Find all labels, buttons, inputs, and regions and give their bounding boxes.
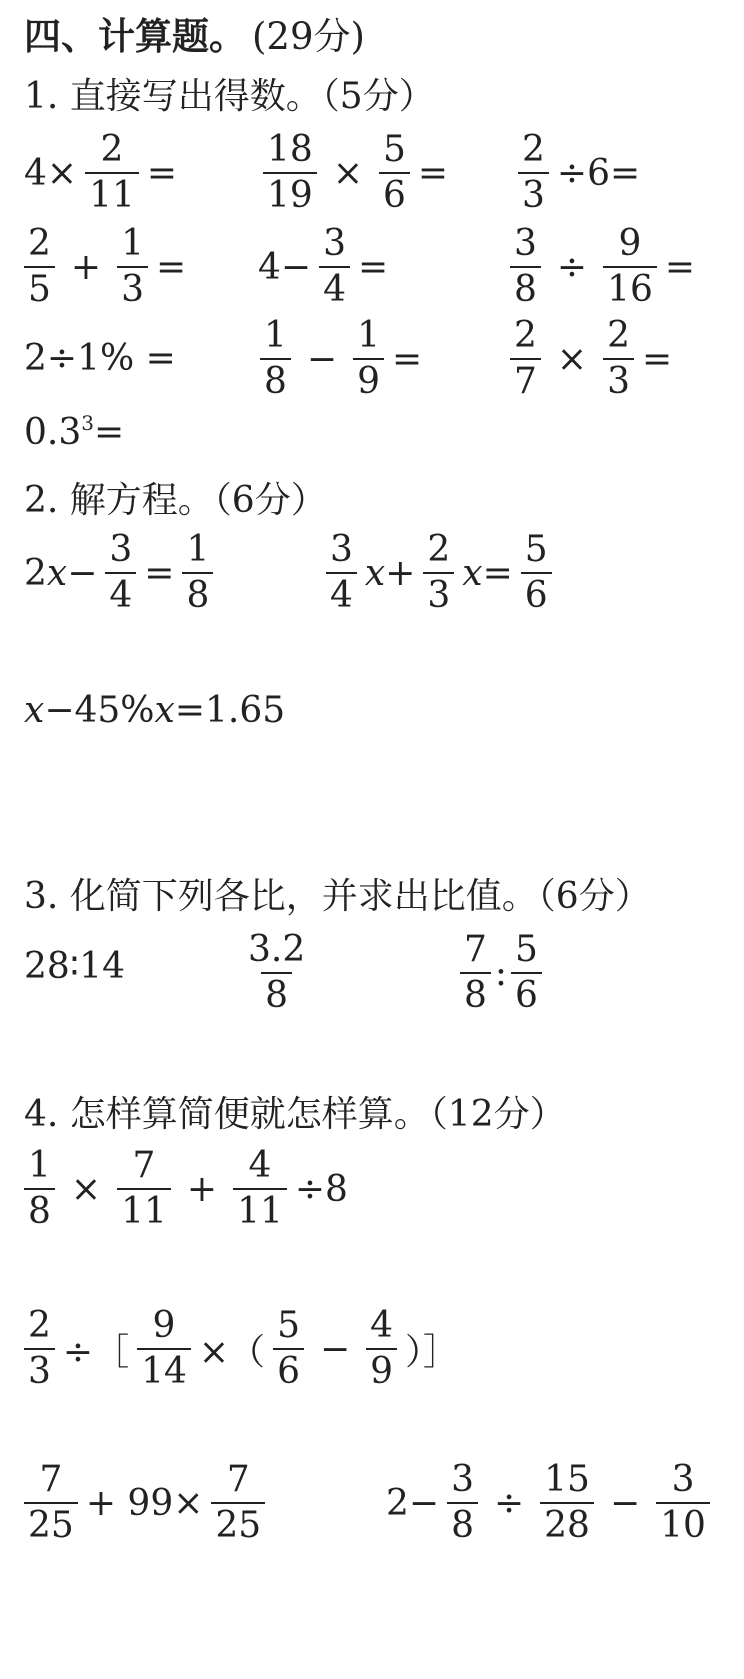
equals: = bbox=[391, 338, 423, 380]
numerator: 1 bbox=[264, 315, 287, 356]
power-base: 0.3 bbox=[24, 412, 82, 453]
numerator: 15 bbox=[544, 1459, 590, 1500]
fraction bbox=[521, 529, 552, 616]
denominator: 6 bbox=[273, 1348, 304, 1390]
colon: : bbox=[494, 952, 508, 994]
operator: − bbox=[319, 1328, 351, 1370]
operator: ÷ bbox=[493, 1482, 525, 1524]
equals: = bbox=[144, 552, 175, 594]
denominator: 16 bbox=[603, 266, 657, 308]
part1-row3-col3 bbox=[510, 315, 673, 402]
operand: 4× bbox=[24, 152, 78, 194]
fraction bbox=[460, 929, 491, 1016]
ratio-3 bbox=[460, 929, 542, 1016]
fraction bbox=[105, 529, 136, 616]
equals: = bbox=[94, 412, 125, 453]
numerator: 3 bbox=[109, 529, 133, 570]
denominator: 14 bbox=[137, 1348, 191, 1390]
part1-row4 bbox=[24, 412, 124, 453]
denominator: 8 bbox=[261, 972, 292, 1014]
numerator: 3 bbox=[514, 223, 537, 264]
calc-item-7: 2÷1% = bbox=[24, 338, 176, 379]
operand: 2− bbox=[386, 1482, 440, 1524]
part1-row3-col2 bbox=[260, 315, 423, 402]
denominator: 8 bbox=[510, 266, 541, 308]
numerator: 1 bbox=[28, 1145, 51, 1186]
operator: ÷［ bbox=[62, 1331, 130, 1373]
denominator: 4 bbox=[105, 572, 136, 614]
expression-1 bbox=[24, 1145, 348, 1232]
calc-item-2 bbox=[255, 129, 449, 216]
operator: − bbox=[609, 1482, 641, 1524]
variable: x bbox=[24, 690, 45, 731]
numerator: 2 bbox=[522, 129, 545, 170]
part1-row1-col3 bbox=[510, 129, 641, 216]
numerator: 1 bbox=[121, 223, 144, 264]
fraction bbox=[603, 223, 657, 310]
fraction bbox=[233, 1145, 287, 1232]
divide-expr: ÷6= bbox=[556, 152, 641, 194]
calc-item-5 bbox=[258, 223, 389, 310]
denominator: 8 bbox=[460, 972, 491, 1014]
numerator: 18 bbox=[267, 129, 313, 170]
fraction bbox=[656, 1459, 710, 1546]
numerator: 5 bbox=[277, 1305, 300, 1346]
numerator: 7 bbox=[132, 1145, 156, 1186]
fraction bbox=[260, 315, 291, 402]
fraction bbox=[85, 129, 139, 216]
section-points: (29分) bbox=[252, 15, 365, 58]
numerator: 3 bbox=[323, 223, 346, 264]
fraction bbox=[211, 1459, 265, 1546]
numerator: 1 bbox=[357, 315, 380, 356]
part2-title: 2. 解方程。（6分） bbox=[24, 480, 327, 521]
variable: x bbox=[462, 552, 483, 594]
section-number: 四、 bbox=[24, 14, 98, 58]
numerator: 2 bbox=[607, 315, 630, 356]
numerator: 2 bbox=[100, 129, 124, 170]
denominator: 25 bbox=[211, 1502, 265, 1544]
fraction bbox=[263, 129, 317, 216]
numerator: 7 bbox=[226, 1459, 250, 1500]
denominator: 8 bbox=[182, 572, 213, 614]
denominator: 11 bbox=[233, 1188, 287, 1230]
operator: + 99× bbox=[85, 1482, 204, 1524]
operator: × bbox=[332, 152, 363, 194]
fraction bbox=[603, 315, 634, 402]
calc-item-4 bbox=[24, 223, 187, 310]
fraction bbox=[182, 529, 213, 616]
denominator: 8 bbox=[24, 1188, 55, 1230]
numerator: 2 bbox=[28, 1305, 51, 1346]
denominator: 3 bbox=[117, 266, 148, 308]
denominator: 11 bbox=[85, 172, 139, 214]
denominator: 6 bbox=[379, 172, 410, 214]
denominator: 10 bbox=[656, 1502, 710, 1544]
denominator: 25 bbox=[24, 1502, 78, 1544]
denominator: 9 bbox=[366, 1348, 397, 1390]
fraction bbox=[511, 929, 542, 1016]
denominator: 11 bbox=[117, 1188, 171, 1230]
equals: = bbox=[641, 338, 673, 380]
equals: = bbox=[417, 152, 449, 194]
operator: − bbox=[306, 338, 338, 380]
fraction bbox=[24, 1459, 78, 1546]
denominator: 28 bbox=[540, 1502, 594, 1544]
fraction bbox=[24, 1145, 55, 1232]
ratio-1: 28∶14 bbox=[24, 946, 125, 987]
power-exponent: 3 bbox=[81, 410, 94, 435]
operator: + bbox=[385, 552, 416, 594]
operand: 4− bbox=[258, 246, 312, 288]
denominator: 6 bbox=[521, 572, 552, 614]
term: =1.65 bbox=[174, 690, 286, 731]
denominator: 3 bbox=[518, 172, 549, 214]
denominator: 8 bbox=[447, 1502, 478, 1544]
fraction bbox=[319, 223, 350, 310]
fraction bbox=[353, 315, 384, 402]
variable: x bbox=[154, 690, 175, 731]
fraction bbox=[117, 1145, 171, 1232]
numerator: 9 bbox=[152, 1305, 176, 1346]
part4-title: 4. 怎样算简便就怎样算。（12分） bbox=[24, 1094, 566, 1135]
fraction bbox=[379, 129, 410, 216]
denominator: 4 bbox=[326, 572, 357, 614]
operator: ×（ bbox=[198, 1331, 266, 1373]
fraction bbox=[540, 1459, 594, 1546]
numerator: 4 bbox=[248, 1145, 272, 1186]
section-title: 计算题。 bbox=[98, 14, 246, 58]
numerator: 5 bbox=[524, 529, 548, 570]
fraction bbox=[24, 223, 55, 310]
numerator: 3 bbox=[330, 529, 353, 570]
operator: × bbox=[556, 338, 588, 380]
fraction bbox=[24, 1305, 55, 1392]
variable: x bbox=[46, 552, 68, 594]
operator: − bbox=[67, 552, 98, 594]
bracket-close: ）］ bbox=[405, 1331, 460, 1373]
numerator: 9 bbox=[618, 223, 642, 264]
numerator: 3 bbox=[451, 1459, 474, 1500]
fraction bbox=[510, 223, 541, 310]
equals: = bbox=[664, 246, 696, 288]
part1-row2-col3 bbox=[510, 223, 696, 310]
coefficient: 2 bbox=[24, 552, 47, 594]
section-heading bbox=[24, 6, 365, 60]
ratio-2 bbox=[244, 929, 309, 1016]
numerator: 7 bbox=[464, 929, 487, 970]
equals: = bbox=[482, 552, 513, 594]
expression-4 bbox=[386, 1459, 710, 1546]
denominator: 9 bbox=[353, 358, 384, 400]
equation-2 bbox=[326, 529, 560, 616]
denominator: 8 bbox=[260, 358, 291, 400]
numerator: 2 bbox=[427, 529, 451, 570]
fraction bbox=[366, 1305, 397, 1392]
variable: x bbox=[364, 552, 386, 594]
numerator: 4 bbox=[370, 1305, 394, 1346]
denominator: 3 bbox=[423, 572, 454, 614]
fraction bbox=[244, 929, 309, 1016]
denominator: 6 bbox=[511, 972, 542, 1014]
numerator: 2 bbox=[514, 315, 537, 356]
calc-item-8 bbox=[260, 315, 423, 402]
equals: = bbox=[146, 152, 178, 194]
operator: + bbox=[186, 1168, 218, 1210]
part3-title: 3. 化简下列各比，并求出比值。（6分） bbox=[24, 876, 651, 917]
expression-2 bbox=[24, 1305, 460, 1392]
denominator: 5 bbox=[24, 266, 55, 308]
equals: = bbox=[155, 246, 187, 288]
denominator: 7 bbox=[510, 358, 541, 400]
denominator: 3 bbox=[603, 358, 634, 400]
operator: ÷ bbox=[556, 246, 588, 288]
part1-row1-col2 bbox=[255, 129, 449, 216]
fraction bbox=[518, 129, 549, 216]
part1-title: 1. 直接写出得数。（5分） bbox=[24, 76, 435, 117]
part1-row2-col2 bbox=[258, 223, 389, 310]
numerator: 1 bbox=[186, 529, 210, 570]
fraction bbox=[510, 315, 541, 402]
denominator: 4 bbox=[319, 266, 350, 308]
numerator: 7 bbox=[39, 1459, 63, 1500]
fraction bbox=[447, 1459, 478, 1546]
fraction bbox=[423, 529, 454, 616]
part1-row3 bbox=[24, 318, 176, 379]
denominator: 19 bbox=[263, 172, 317, 214]
numerator: 5 bbox=[382, 129, 406, 170]
calc-item-3 bbox=[510, 129, 641, 216]
equation-3 bbox=[24, 690, 285, 731]
term: −45% bbox=[44, 690, 155, 731]
calc-item-6 bbox=[510, 223, 696, 310]
numerator: 3.2 bbox=[248, 929, 306, 970]
calc-item-1 bbox=[24, 129, 178, 216]
operator: + bbox=[70, 246, 102, 288]
part1-row1 bbox=[24, 129, 178, 216]
divide-expr: ÷8 bbox=[294, 1168, 348, 1210]
calc-item-9 bbox=[510, 315, 673, 402]
numerator: 5 bbox=[515, 929, 538, 970]
denominator: 3 bbox=[24, 1348, 55, 1390]
expression-3 bbox=[24, 1459, 273, 1546]
fraction bbox=[137, 1305, 191, 1392]
numerator: 3 bbox=[671, 1459, 695, 1500]
operator: × bbox=[70, 1168, 102, 1210]
part1-row2 bbox=[24, 223, 187, 310]
fraction bbox=[326, 529, 357, 616]
fraction bbox=[273, 1305, 304, 1392]
equals: = bbox=[357, 246, 389, 288]
numerator: 2 bbox=[28, 223, 51, 264]
fraction bbox=[117, 223, 148, 310]
equation-1 bbox=[24, 529, 221, 616]
